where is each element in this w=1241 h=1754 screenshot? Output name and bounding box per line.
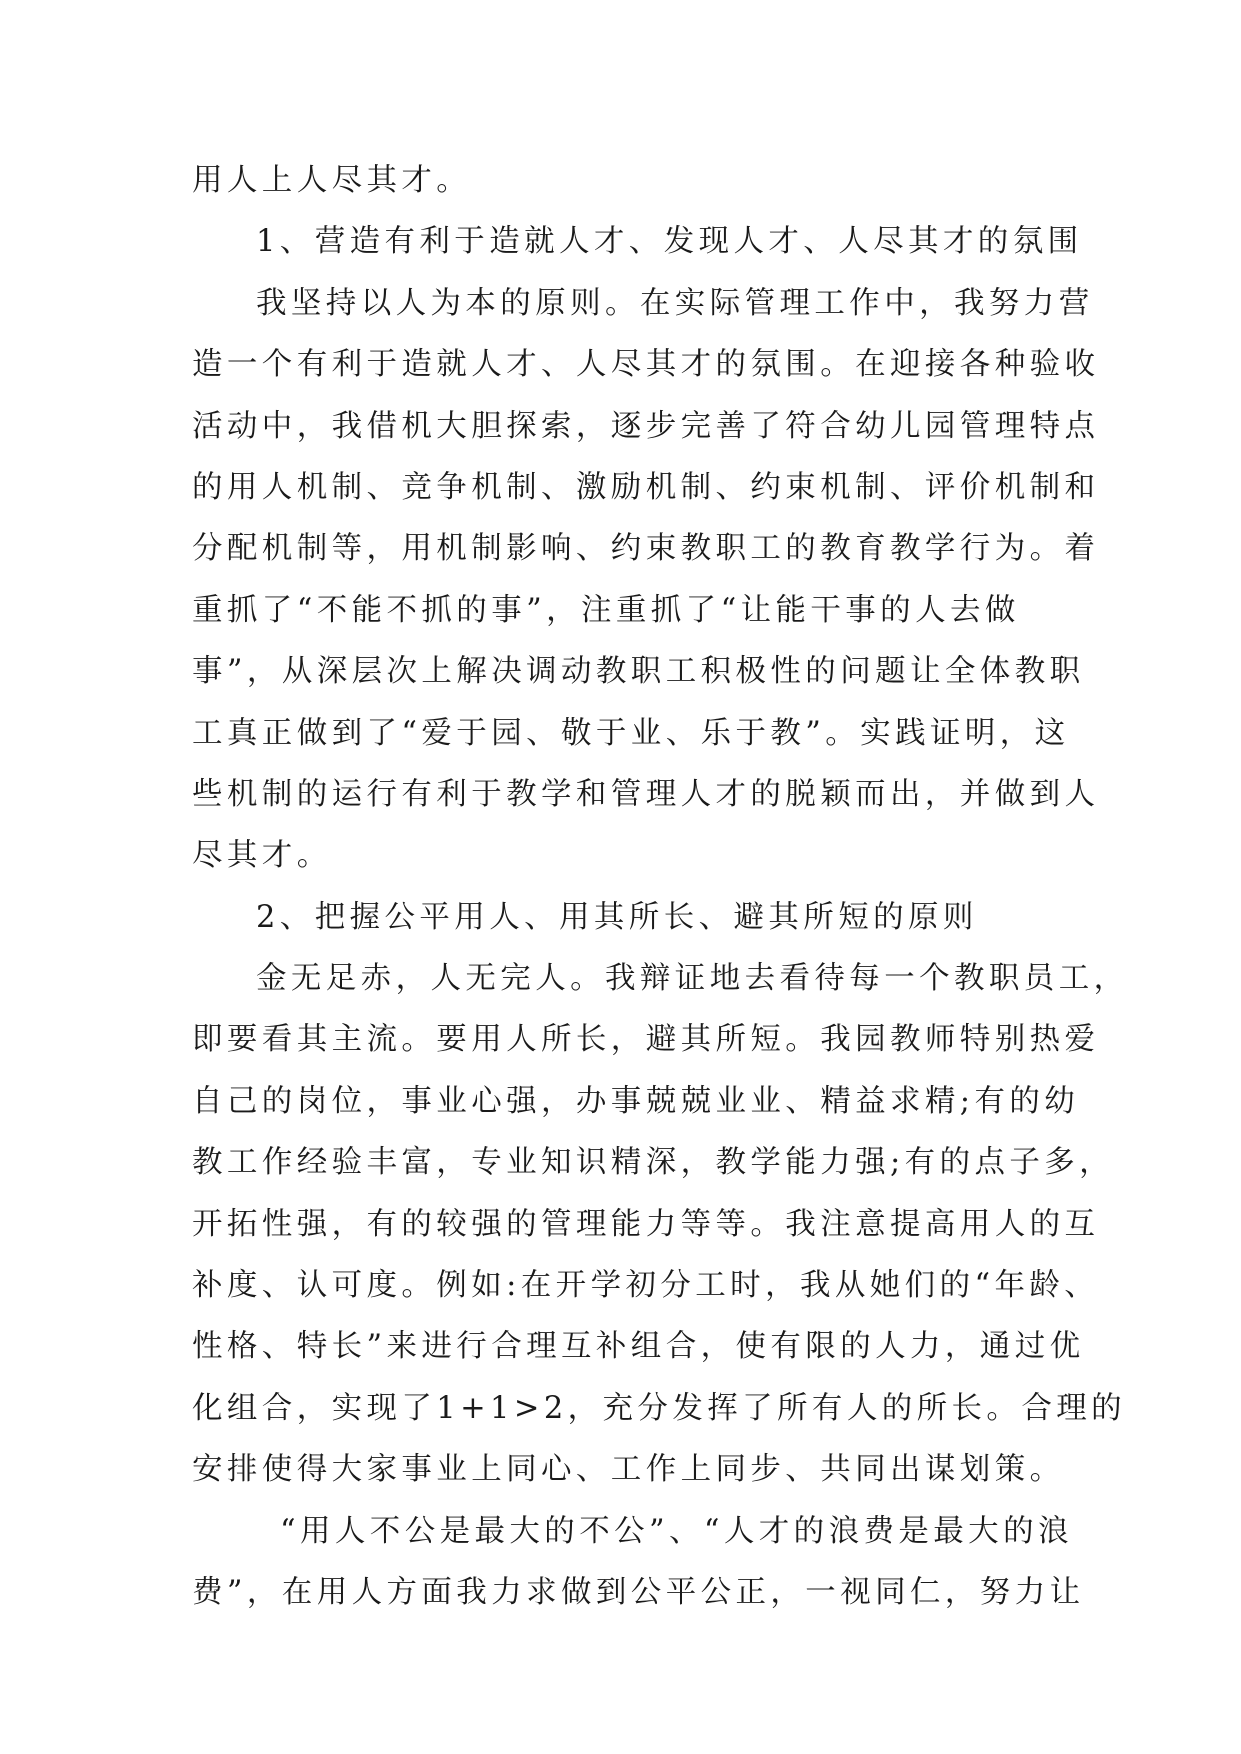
paragraph-line: 我坚持以人为本的原则。在实际管理工作中，我努力营 — [256, 285, 1094, 321]
paragraph-line: 性格、特长”来进行合理互补组合，使有限的人力，通过优 — [192, 1329, 1085, 1365]
paragraph-line: 自己的岗位，事业心强，办事兢兢业业、精益求精;有的幼 — [192, 1083, 1080, 1119]
paragraph-line: 工真正做到了“爱于园、敬于业、乐于教”。实践证明，这 — [192, 715, 1070, 751]
document-body — [192, 150, 1129, 1623]
paragraph-line: 尽其才。 — [192, 838, 332, 874]
paragraph-line: 分配机制等，用机制影响、约束教职工的教育教学行为。着 — [192, 531, 1100, 567]
paragraph-line: 金无足赤，人无完人。我辩证地去看待每一个教职员工， — [256, 961, 1129, 997]
text-line: 用人上人尽其才。 — [192, 163, 472, 198]
paragraph-line: 的用人机制、竞争机制、激励机制、约束机制、评价机制和 — [192, 469, 1100, 505]
paragraph-line: 费”，在用人方面我力求做到公平公正，一视同仁，努力让 — [192, 1574, 1085, 1610]
paragraph-line: 教工作经验丰富，专业知识精深，教学能力强;有的点子多， — [192, 1145, 1115, 1181]
paragraph-line: 开拓性强，有的较强的管理能力等等。我注意提高用人的互 — [192, 1206, 1100, 1242]
paragraph-line: 即要看其主流。要用人所长，避其所短。我园教师特别热爱 — [192, 1022, 1100, 1058]
section-heading: 1、营造有利于造就人才、发现人才、人尽其才的氛围 — [256, 224, 1083, 260]
paragraph-line: 些机制的运行有利于教学和管理人才的脱颖而出，并做到人 — [192, 776, 1100, 812]
paragraph-line: 事”，从深层次上解决调动教职工积极性的问题让全体教职 — [192, 654, 1085, 690]
paragraph-line: 补度、认可度。例如:在开学初分工时，我从她们的“年龄、 — [192, 1268, 1100, 1304]
paragraph-line: 造一个有利于造就人才、人尽其才的氛围。在迎接各种验收 — [192, 347, 1100, 383]
paragraph-line: “用人不公是最大的不公”、“人才的浪费是最大的浪 — [280, 1513, 1073, 1549]
paragraph-line: 活动中，我借机大胆探索，逐步完善了符合幼儿园管理特点 — [192, 408, 1100, 444]
paragraph-line: 安排使得大家事业上同心、工作上同步、共同出谋划策。 — [192, 1452, 1065, 1488]
paragraph-line: 化组合，实现了1+1>2，充分发挥了所有人的所长。合理的 — [192, 1390, 1127, 1426]
paragraph-line: 重抓了“不能不抓的事”，注重抓了“让能干事的人去做 — [192, 592, 1020, 628]
section-heading: 2、把握公平用人、用其所长、避其所短的原则 — [256, 899, 978, 935]
